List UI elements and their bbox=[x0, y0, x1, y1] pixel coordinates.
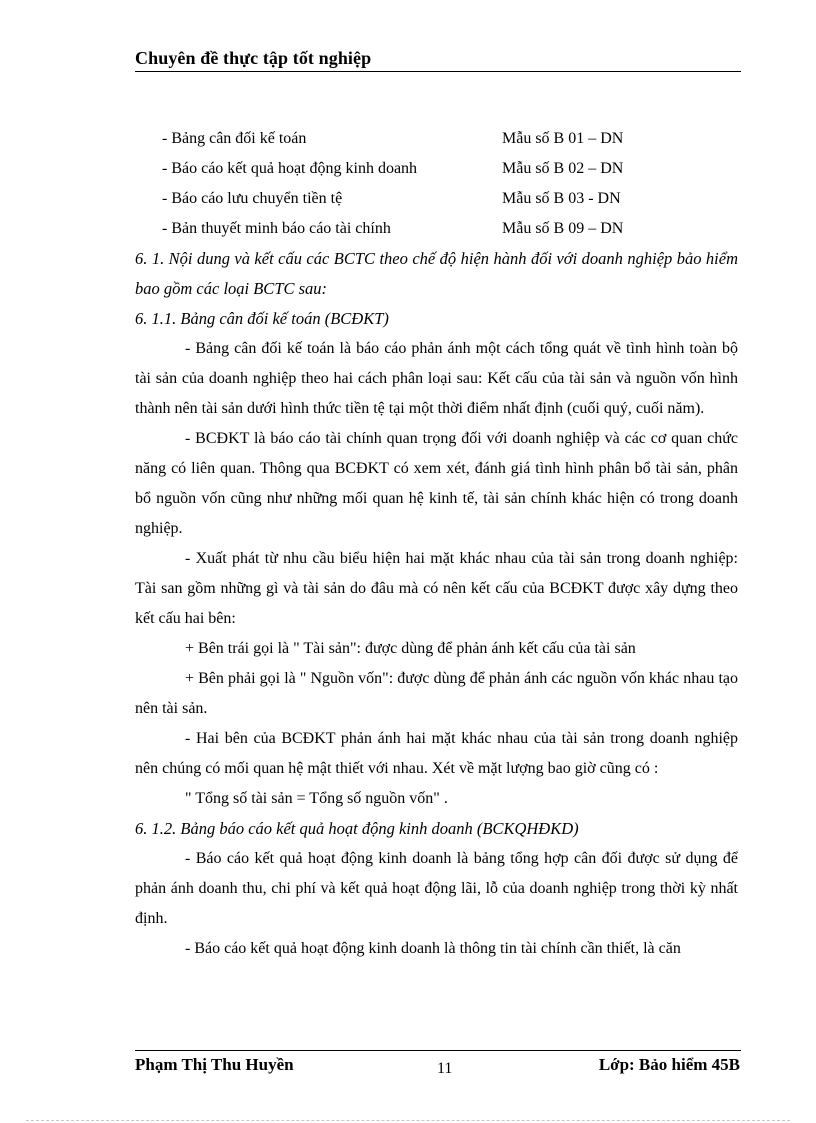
formula-line: " Tổng số tài sản = Tổng số nguồn vốn" . bbox=[185, 790, 448, 807]
form-list-item bbox=[135, 124, 738, 154]
header-divider bbox=[135, 71, 741, 72]
form-list bbox=[135, 124, 738, 244]
page-number: 11 bbox=[437, 1060, 453, 1077]
paragraph: - Báo cáo kết quả hoạt động kinh doanh là bảng tổng hợp cân đối được sử dụng để phản ánh doanh thu, chi phí và kết quả hoạt động lãi, lỗ của doanh nghiệp trong thời kỳ nhất định. bbox=[135, 850, 738, 927]
paragraph: - BCĐKT là báo cáo tài chính quan trọng đối với doanh nghiệp và các cơ quan chức năng có liên quan. Thông qua BCĐKT có xem xét, đánh giá tình hình phân bổ tài sản, phân bổ nguồn vốn cũng như những mối quan hệ kinh tế, tài sản chính khác hiện có trong doanh nghiệp. bbox=[135, 430, 738, 537]
paragraph: - Hai bên của BCĐKT phản ánh hai mặt khác nhau của tài sản trong doanh nghiệp nên chúng có mối quan hệ mật thiết với nhau. Xét về mặt lượng bao giờ cũng có : bbox=[135, 730, 738, 777]
form-name: - Bảng cân đối kế toán bbox=[162, 130, 307, 147]
form-list-item bbox=[135, 214, 738, 244]
footer-class: Lớp: Bảo hiểm 45B bbox=[598, 1055, 740, 1074]
footer-divider bbox=[135, 1050, 741, 1051]
section-heading-6-1: 6. 1. Nội dung và kết cấu các BCTC theo chế độ hiện hành đối với doanh nghiệp bảo hiểm bao gồm các loại BCTC sau: bbox=[135, 249, 738, 298]
section-heading-6-1-2: 6. 1.2. Bảng báo cáo kết quả hoạt động kinh doanh (BCKQHĐKD) bbox=[135, 819, 579, 838]
form-name: - Báo cáo kết quả hoạt động kinh doanh bbox=[162, 160, 418, 177]
page-boundary-line bbox=[26, 1120, 790, 1121]
footer-author: Phạm Thị Thu Huyền bbox=[135, 1055, 294, 1074]
paragraph: - Bảng cân đối kế toán là báo cáo phản ánh một cách tổng quát về tình hình toàn bộ tài sản của doanh nghiệp theo hai cách phân loại sau: Kết cấu của tài sản và nguồn vốn hình thành nên tài sản dưới hình thức tiền tệ tại một thời điểm nhất định (cuối quý, cuối năm). bbox=[135, 340, 738, 417]
paragraph: + Bên phải gọi là " Nguồn vốn": được dùng để phản ánh các nguồn vốn khác nhau tạo nên tài sản. bbox=[135, 670, 738, 717]
form-code: Mẫu số B 03 - DN bbox=[502, 190, 621, 207]
paragraph: - Báo cáo kết quả hoạt động kinh doanh là thông tin tài chính cần thiết, là căn bbox=[185, 940, 681, 957]
paragraph: - Xuất phát từ nhu cầu biểu hiện hai mặt khác nhau của tài sản trong doanh nghiệp: Tài san gồm những gì và tài sản do đâu mà có nên kết cấu của BCĐKT được xây dựng theo kết cấu hai bên: bbox=[135, 550, 738, 627]
form-code: Mẫu số B 09 – DN bbox=[502, 220, 624, 237]
form-code: Mẫu số B 02 – DN bbox=[502, 160, 624, 177]
form-name: - Bản thuyết minh báo cáo tài chính bbox=[162, 220, 391, 237]
paragraph: + Bên trái gọi là " Tài sản": được dùng để phản ánh kết cấu của tài sản bbox=[185, 640, 636, 657]
form-code: Mẫu số B 01 – DN bbox=[502, 130, 624, 147]
page-header-title: Chuyên đề thực tập tốt nghiệp bbox=[135, 48, 372, 68]
document-body bbox=[135, 124, 738, 964]
form-list-item bbox=[135, 154, 738, 184]
section-heading-6-1-1: 6. 1.1. Bảng cân đối kế toán (BCĐKT) bbox=[135, 309, 389, 328]
form-name: - Báo cáo lưu chuyển tiền tệ bbox=[162, 190, 343, 207]
form-list-item bbox=[135, 184, 738, 214]
